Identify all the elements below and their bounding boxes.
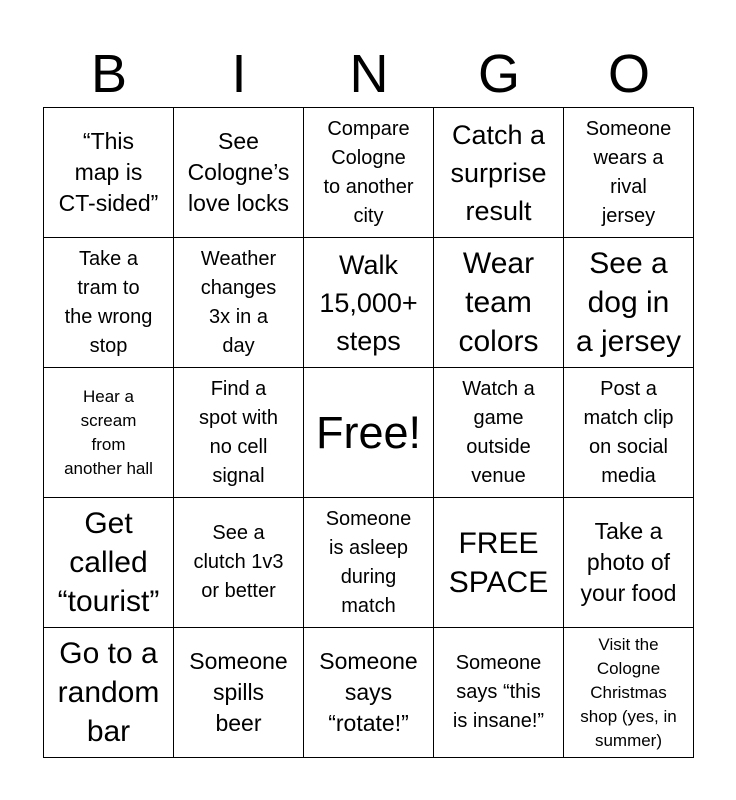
bingo-cell[interactable]	[564, 238, 694, 368]
bingo-cell[interactable]	[174, 498, 304, 628]
cell-text: Weather changes 3x in a day	[200, 247, 277, 357]
bingo-cell[interactable]	[564, 498, 694, 628]
cell-text: Someone wears a rival jersey	[585, 117, 672, 227]
free-label: Free!	[315, 406, 422, 458]
header-letter-n: N	[349, 44, 389, 104]
bingo-cell[interactable]	[304, 238, 434, 368]
bingo-cell[interactable]	[174, 368, 304, 498]
cell-text: Walk 15,000+ steps	[319, 249, 418, 356]
cell-text: See a clutch 1v3 or better	[193, 522, 284, 602]
bingo-grid	[43, 107, 694, 758]
bingo-cell[interactable]	[434, 108, 564, 238]
bingo-cell[interactable]	[434, 368, 564, 498]
bingo-cell[interactable]	[174, 628, 304, 758]
cell-text: See a dog in a jersey	[575, 247, 682, 358]
cell-text: “This map is CT-sided”	[58, 128, 159, 216]
header-letter-o: O	[607, 44, 650, 104]
cell-text: See Cologne’s love locks	[187, 128, 290, 216]
bingo-cell[interactable]	[434, 628, 564, 758]
cell-text: Take a tram to the wrong stop	[64, 247, 153, 357]
cell-text: Get called “tourist”	[57, 507, 160, 618]
free-space-label: FREE SPACE	[448, 526, 549, 599]
cell-text: Watch a game outside venue	[462, 377, 535, 487]
bingo-cell[interactable]	[174, 238, 304, 368]
bingo-cell[interactable]	[564, 368, 694, 498]
cell-text: Visit the Cologne Christmas shop (yes, in summer)	[580, 634, 677, 750]
bingo-cell[interactable]	[44, 498, 174, 628]
cell-text: Compare Cologne to another city	[323, 117, 414, 227]
bingo-cell[interactable]	[44, 368, 174, 498]
cell-text: Hear a scream from another hall	[64, 386, 153, 478]
cell-text: Post a match clip on social media	[583, 377, 674, 487]
cell-text: Catch a surprise result	[450, 119, 547, 226]
cell-text: Wear team colors	[458, 247, 539, 358]
cell-text: Find a spot with no cell signal	[199, 377, 278, 487]
bingo-cell[interactable]	[44, 628, 174, 758]
bingo-cell[interactable]	[44, 238, 174, 368]
cell-text: Take a photo of your food	[580, 518, 677, 606]
cell-text: Someone says “rotate!”	[319, 648, 418, 736]
bingo-cell[interactable]	[44, 108, 174, 238]
free-space-cell[interactable]	[434, 498, 564, 628]
bingo-cell[interactable]	[174, 108, 304, 238]
header-letter-g: G	[477, 44, 520, 104]
cell-text: Someone says “this is insane!”	[452, 652, 545, 732]
free-cell[interactable]	[304, 368, 434, 498]
cell-text: Someone is asleep during match	[325, 507, 412, 617]
bingo-cell[interactable]	[564, 628, 694, 758]
bingo-cell[interactable]	[304, 108, 434, 238]
bingo-cell[interactable]	[434, 238, 564, 368]
cell-text: Go to a random bar	[57, 637, 160, 748]
bingo-cell[interactable]	[564, 108, 694, 238]
bingo-cell[interactable]	[304, 498, 434, 628]
cell-text: Someone spills beer	[189, 648, 288, 736]
bingo-cell[interactable]	[304, 628, 434, 758]
header-letter-i: I	[231, 44, 247, 104]
bingo-header	[44, 40, 694, 108]
header-letter-b: B	[90, 44, 128, 104]
